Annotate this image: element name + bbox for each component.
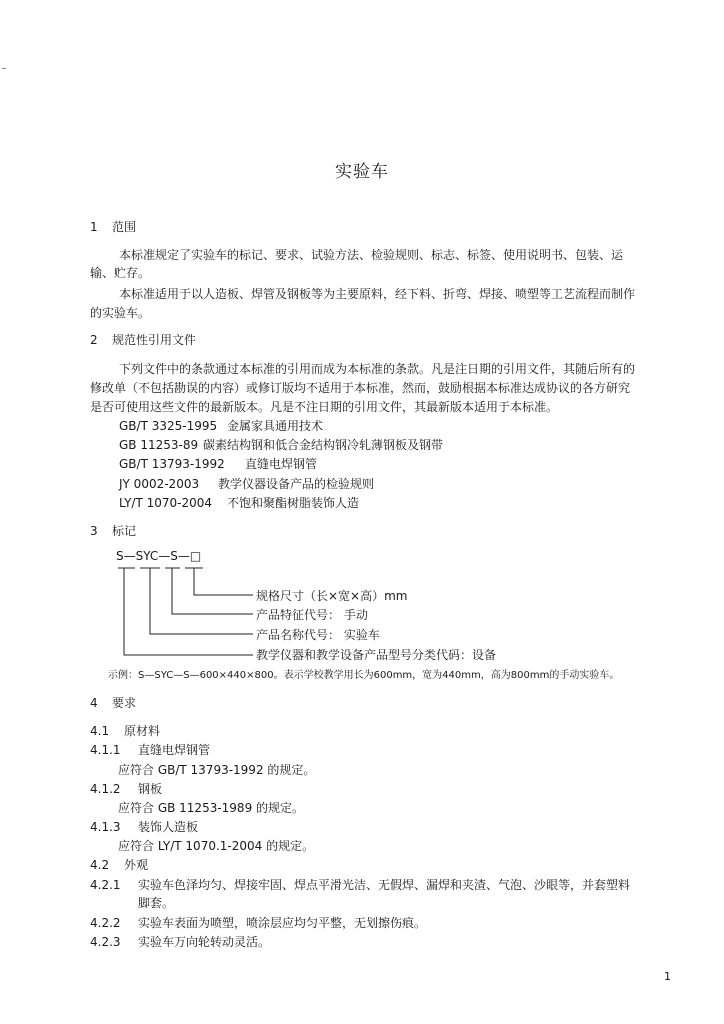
clause-number: 4.2.2 bbox=[90, 916, 121, 930]
clause-number: 4.2.1 bbox=[90, 878, 121, 892]
section-title: 标记 bbox=[112, 524, 137, 538]
clause-title: 钢板 bbox=[138, 782, 163, 796]
paragraph-line: 输、贮存。 bbox=[90, 266, 151, 280]
clause-title: 直缝电焊钢管 bbox=[138, 743, 211, 757]
reference-name: 直缝电焊钢管 bbox=[245, 457, 318, 471]
document-title: 实验车 bbox=[335, 162, 389, 182]
marking-label-category: 教学仪器和教学设备产品型号分类代码：设备 bbox=[256, 648, 497, 662]
paragraph-line: 本标准规定了实验车的标记、要求、试验方法、检验规则、标志、标签、使用说明书、包装、运 bbox=[119, 248, 624, 262]
paragraph-line: 修改单（不包括勘误的内容）或修订版均不适用于本标准，然而，鼓励根据本标准达成协议的各方研究 bbox=[90, 381, 631, 395]
clause-title: 外观 bbox=[124, 858, 149, 872]
clause-4-2-1 bbox=[90, 877, 630, 894]
reference-code: GB/T 3325-1995 bbox=[119, 419, 218, 433]
paragraph-line: 本标准适用于以人造板、焊管及钢板等为主要原料，经下料、折弯、焊接、喷塑等工艺流程而制作 bbox=[119, 287, 636, 301]
clause-4-2 bbox=[90, 857, 148, 874]
clause-text: 应符合 GB/T 13793-1992 的规定。 bbox=[118, 763, 316, 777]
bracket-line-feature-code bbox=[165, 568, 253, 614]
section-number: 1 bbox=[90, 220, 98, 234]
marking-label-name: 产品名称代号： 实验车 bbox=[256, 628, 380, 642]
section-number: 2 bbox=[90, 333, 98, 347]
section-number: 3 bbox=[90, 524, 98, 538]
reference-code: GB 11253-89 bbox=[119, 438, 199, 452]
bracket-line-size-code bbox=[185, 568, 253, 595]
clause-number: 4.2.3 bbox=[90, 935, 121, 949]
clause-4-1-3 bbox=[90, 819, 198, 836]
clause-text: 应符合 GB 11253-1989 的规定。 bbox=[118, 801, 305, 815]
marking-label-feature: 产品特征代号： 手动 bbox=[256, 608, 368, 622]
marking-label-size: 规格尺寸（长×宽×高）mm bbox=[256, 589, 408, 603]
clause-title: 原材料 bbox=[124, 724, 161, 738]
clause-text: 实验车表面为喷塑，喷涂层应均匀平整，无划擦伤痕。 bbox=[138, 916, 427, 930]
bracket-line-name-code bbox=[140, 568, 253, 634]
section-number: 4 bbox=[90, 696, 98, 710]
marking-code: S—SYC—S—□ bbox=[116, 549, 202, 563]
reference-name: 金属家具通用技术 bbox=[227, 419, 324, 433]
reference-name: 教学仪器设备产品的检验规则 bbox=[218, 477, 375, 491]
clause-4-1 bbox=[90, 723, 160, 740]
clause-4-1-2 bbox=[90, 781, 162, 798]
reference-name: 碳素结构钢和低合金结构钢冷轧薄钢板及钢带 bbox=[203, 438, 444, 452]
clause-text: 实验车万向轮转动灵活。 bbox=[138, 935, 271, 949]
paragraph-line: 下列文件中的条款通过本标准的引用而成为本标准的条款。凡是注日期的引用文件，其随后所有的 bbox=[119, 362, 636, 376]
clause-text: 应符合 LY/T 1070.1-2004 的规定。 bbox=[118, 839, 315, 853]
section-4-heading bbox=[90, 695, 136, 712]
clause-4-2-3 bbox=[90, 934, 270, 951]
reference-code: JY 0002-2003 bbox=[119, 477, 200, 491]
reference-code: GB/T 13793-1992 bbox=[119, 457, 225, 471]
clause-4-2-2 bbox=[90, 915, 426, 932]
clause-4-1-1 bbox=[90, 742, 210, 759]
paragraph-line: 是否可使用这些文件的最新版本。凡是不注日期的引用文件，其最新版本适用于本标准。 bbox=[90, 400, 559, 414]
section-title: 范围 bbox=[112, 220, 137, 234]
clause-text: 脚套。 bbox=[138, 896, 175, 910]
clause-number: 4.2 bbox=[90, 858, 110, 872]
clause-text: 实验车色泽均匀、焊接牢固、焊点平滑光洁、无假焊、漏焊和夹渣、气泡、沙眼等，并套塑料 bbox=[138, 878, 631, 892]
paragraph-line: 的实验车。 bbox=[90, 306, 151, 320]
clause-number: 4.1 bbox=[90, 724, 110, 738]
clause-title: 装饰人造板 bbox=[138, 820, 199, 834]
reference-name: 不饱和聚酯树脂装饰人造 bbox=[227, 496, 360, 510]
page-number: 1 bbox=[664, 970, 671, 983]
section-title: 规范性引用文件 bbox=[112, 333, 197, 347]
bracket-line-device-code bbox=[118, 568, 253, 655]
clause-number: 4.1.3 bbox=[90, 820, 121, 834]
reference-code: LY/T 1070-2004 bbox=[119, 496, 213, 510]
clause-number: 4.1.2 bbox=[90, 782, 121, 796]
clause-number: 4.1.1 bbox=[90, 743, 121, 757]
marking-example: 示例：S—SYC—S—600×440×800。表示学校教学用长为600mm，宽为440mm，高为800mm的手动实验车。 bbox=[108, 670, 620, 681]
section-title: 要求 bbox=[112, 696, 137, 710]
